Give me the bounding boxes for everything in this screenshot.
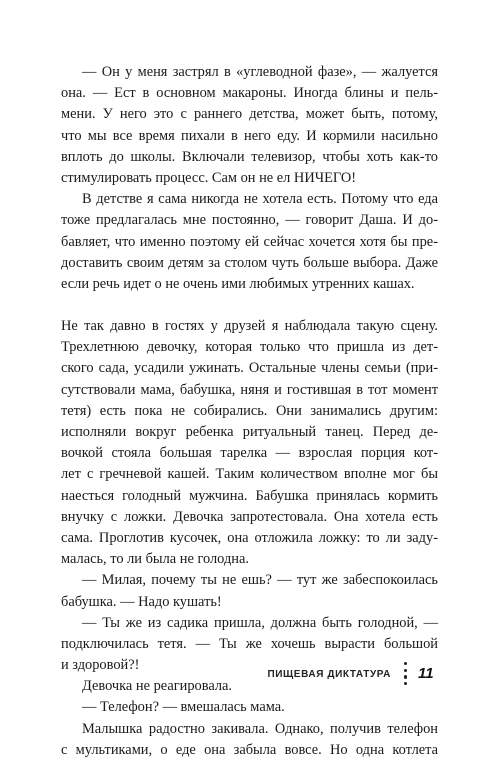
text-line: наесться голодный мужчина. Бабушка принялась кормить — [61, 487, 438, 504]
paragraph-8 — [61, 719, 438, 761]
text-line: что мы все время пихали в него еду. И кормили насильно — [61, 127, 438, 144]
text-line: вплоть до школы. Включали телевизор, чтобы хоть как-то — [61, 148, 438, 165]
text-line: бабушка. — Надо кушать! — [61, 593, 222, 610]
dotted-separator-icon — [404, 662, 408, 690]
text-line: ского сада, усадили ужинать. Остальные члены семьи (при- — [61, 360, 438, 377]
body-text — [61, 62, 438, 761]
text-line: она. — Ест в основном макароны. Иногда блины и пель- — [61, 85, 438, 102]
text-line: если речь идет о не очень ими любимых утренних кашах. — [61, 275, 415, 292]
paragraph-3 — [61, 316, 438, 570]
paragraph-2 — [61, 189, 438, 295]
text-line: Девочка не реагировала. — [82, 678, 233, 695]
text-line: В детстве я сама никогда не хотела есть. Потому что еда — [82, 191, 438, 208]
text-line: тетя) есть пока не собирались. Они занимались другим: — [61, 402, 438, 419]
text-line: Малышка радостно закивала. Однако, получив телефон — [82, 720, 438, 737]
text-line: — Он у меня застрял в «углеводной фазе», — жалуется — [82, 64, 438, 80]
text-line: Не так давно в гостях у друзей я наблюдала такую сцену. — [61, 318, 438, 335]
text-line: подключилась тетя. — Ты же хочешь вырасти большой — [61, 635, 438, 652]
text-line: доставить своим детям за столом чуть больше выбора. Даже — [61, 254, 438, 271]
text-line: — Телефон? — вмешалась мама. — [82, 699, 285, 716]
paragraph-7 — [61, 697, 438, 718]
paragraph-1 — [61, 62, 438, 189]
page-footer — [0, 662, 503, 692]
text-line: вочкой стояла большая тарелка — взрослая порция кот- — [61, 445, 438, 462]
text-line: малась, то ли была не голодна. — [61, 551, 249, 568]
running-head: ПИЩЕВАЯ ДИКТАТУРА — [267, 669, 391, 680]
text-line: — Милая, почему ты не ешь? — тут же забеспокоилась — [82, 572, 438, 589]
text-line: внучку с ложки. Девочка запротестовала. Она хотела есть — [61, 508, 438, 525]
page-number: 11 — [418, 665, 434, 682]
text-line: — Ты же из садика пришла, должна быть голодной, — — [82, 614, 438, 631]
text-line: мени. У него это с раннего детства, может быть, потому, — [61, 106, 438, 123]
text-line: сама. Проглотив кусочек, она отложила ложку: то ли заду- — [61, 529, 438, 546]
text-line: и здоровой?! — [61, 657, 140, 674]
text-line: Трехлетнюю девочку, которая только что пришла из дет- — [61, 339, 438, 356]
paragraph-4 — [61, 570, 438, 612]
text-line: лет с гречневой кашей. Таким количеством вполне мог бы — [61, 466, 438, 483]
text-line: тоже предлагалась мне постоянно, — говорит Даша. И до- — [61, 212, 438, 229]
text-line: с мультиками, о еде она забыла вовсе. Но одна котлета — [61, 741, 438, 758]
text-line: стимулировать процесс. Сам он не ел НИЧЕГО! — [61, 169, 357, 186]
section-break — [61, 295, 438, 316]
text-line: исполняли вокруг ребенка ритуальный танец. Перед де- — [61, 424, 438, 440]
text-line: бавляет, что именно поэтому ей сейчас хочется хотя бы пре- — [61, 233, 438, 250]
text-line: сутствовали мама, бабушка, няня и гостившая в тот момент — [61, 381, 438, 398]
